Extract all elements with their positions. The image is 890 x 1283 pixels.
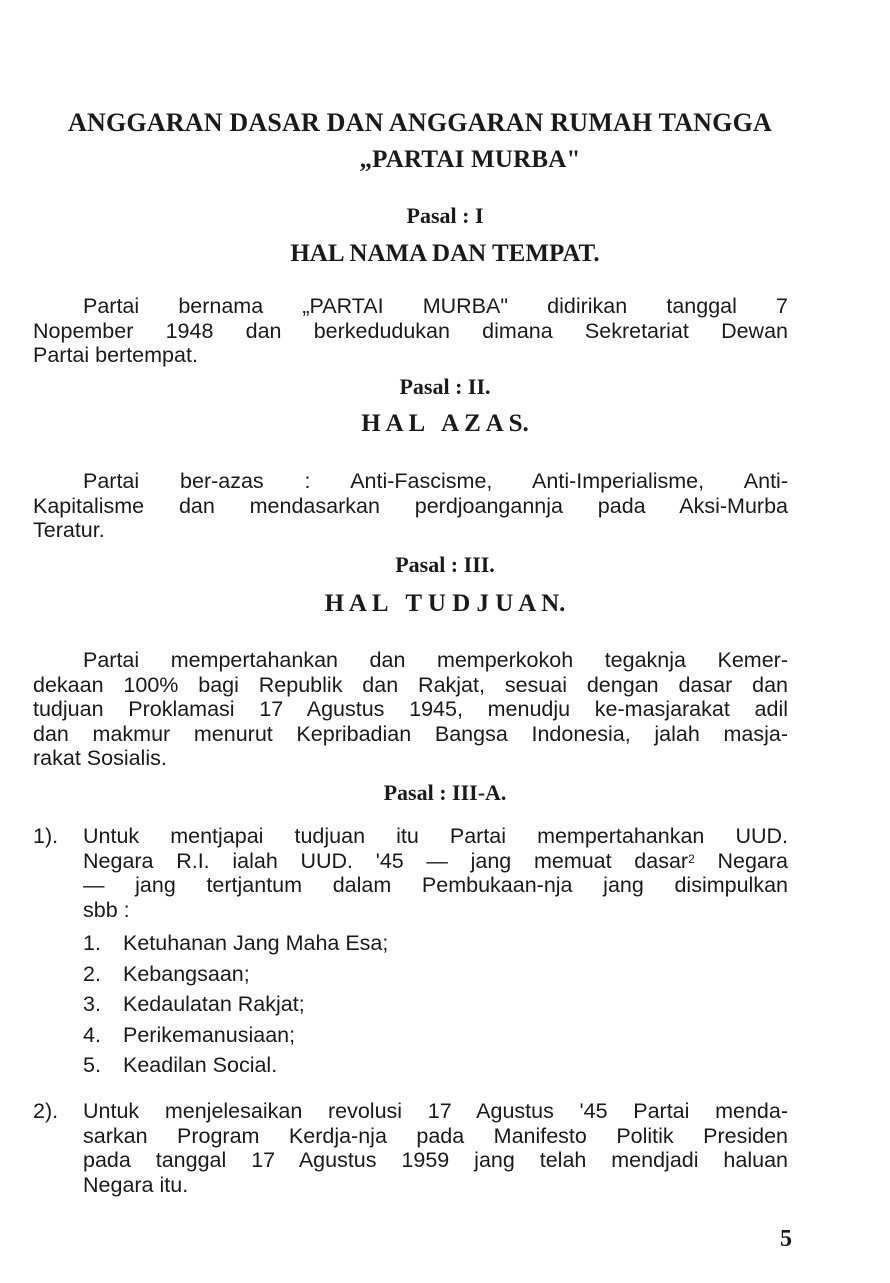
pasal-2-heading: H A L A Z A S. (361, 410, 529, 437)
list-item-number: 1. (83, 931, 101, 955)
list-item-number: 5. (83, 1053, 101, 1077)
principles-list (83, 928, 683, 1081)
document-title-line-2: „PARTAI MURBA" (359, 146, 581, 173)
list-item (83, 928, 683, 959)
item-line: Negara itu. (83, 1172, 189, 1197)
list-item-text: Keadilan Social. (123, 1053, 278, 1077)
pasal-1-label: Pasal : I (406, 203, 484, 228)
list-item-number: 4. (83, 1022, 101, 1047)
page-number: 5 (780, 1226, 792, 1252)
item-line: Untuk mentjapai tudjuan itu Partai mempertahankan UUD. (83, 824, 788, 848)
pasal-1-heading: HAL NAMA DAN TEMPAT. (290, 240, 600, 267)
item-line: — jang tertjantum dalam Pembukaan-nja jang disimpulkan (83, 873, 788, 897)
document-title-line-1: ANGGARAN DASAR DAN ANGGARAN RUMAH TANGGA (68, 108, 772, 137)
item-number: 2). (33, 1099, 59, 1123)
list-item (83, 959, 683, 990)
list-item-text: Kedaulatan Rakjat; (123, 992, 305, 1016)
pasal-3a-label: Pasal : III-A. (383, 780, 507, 805)
paragraph-line: Nopember 1948 dan berkedudukan dimana Sekretariat Dewan (33, 318, 788, 343)
paragraph-line: Kapitalisme dan mendasarkan perdjoangannja pada Aksi-Murba (33, 493, 788, 518)
pasal-3-paragraph (33, 648, 788, 771)
numbered-item-2 (33, 1099, 788, 1197)
item-line-text: Negara R.I. ialah UUD. '45 — jang memuat dasar (83, 848, 689, 873)
list-item-text: Perikemanusiaan; (123, 1022, 296, 1047)
item-body (83, 1099, 788, 1197)
item-number: 1). (33, 824, 59, 848)
numbered-item-1 (33, 824, 788, 922)
item-body (83, 824, 788, 922)
pasal-1-paragraph (33, 294, 788, 368)
item-line: sarkan Program Kerdja-nja pada Manifesto Politik Presiden (83, 1123, 788, 1148)
list-item-number: 2. (83, 961, 101, 986)
pasal-3-label: Pasal : III. (395, 552, 495, 577)
item-line: pada tanggal 17 Agustus 1959 jang telah mendjadi haluan (83, 1148, 788, 1172)
pasal-2-paragraph (33, 469, 788, 543)
list-item (83, 1050, 683, 1081)
pasal-3-heading: H A L T U D J U A N. (324, 590, 566, 617)
paragraph-line: rakat Sosialis. (33, 746, 167, 770)
footnote-superscript: 2 (688, 851, 695, 866)
item-line (83, 849, 788, 874)
paragraph-line: Partai mempertahankan dan memperkokoh tegaknja Kemer- (83, 648, 788, 672)
paragraph-line: Partai bertempat. (33, 343, 198, 367)
paragraph-line: dan makmur menurut Kepribadian Bangsa Indonesia, jalah masja- (33, 721, 788, 746)
paragraph-line: Teratur. (33, 518, 105, 542)
list-item-text: Ketuhanan Jang Maha Esa; (123, 931, 389, 955)
paragraph-line: dekaan 100% bagi Republik dan Rakjat, sesuai dengan dasar dan (33, 672, 788, 697)
list-item (83, 1020, 683, 1051)
paragraph-line: Partai bernama „PARTAI MURBA" didirikan tanggal 7 (83, 294, 788, 318)
item-line-tail: Negara (694, 848, 788, 873)
item-line: Untuk menjelesaikan revolusi 17 Agustus '45 Partai menda- (83, 1099, 788, 1123)
list-item-number: 3. (83, 992, 101, 1016)
item-line: sbb : (83, 897, 130, 922)
paragraph-line: tudjuan Proklamasi 17 Agustus 1945, menudju ke-masjarakat adil (33, 697, 788, 721)
pasal-2-label: Pasal : II. (399, 374, 491, 399)
paragraph-line: Partai ber-azas : Anti-Fascisme, Anti-Imperialisme, Anti- (83, 469, 788, 493)
list-item-text: Kebangsaan; (123, 961, 250, 986)
list-item (83, 989, 683, 1020)
